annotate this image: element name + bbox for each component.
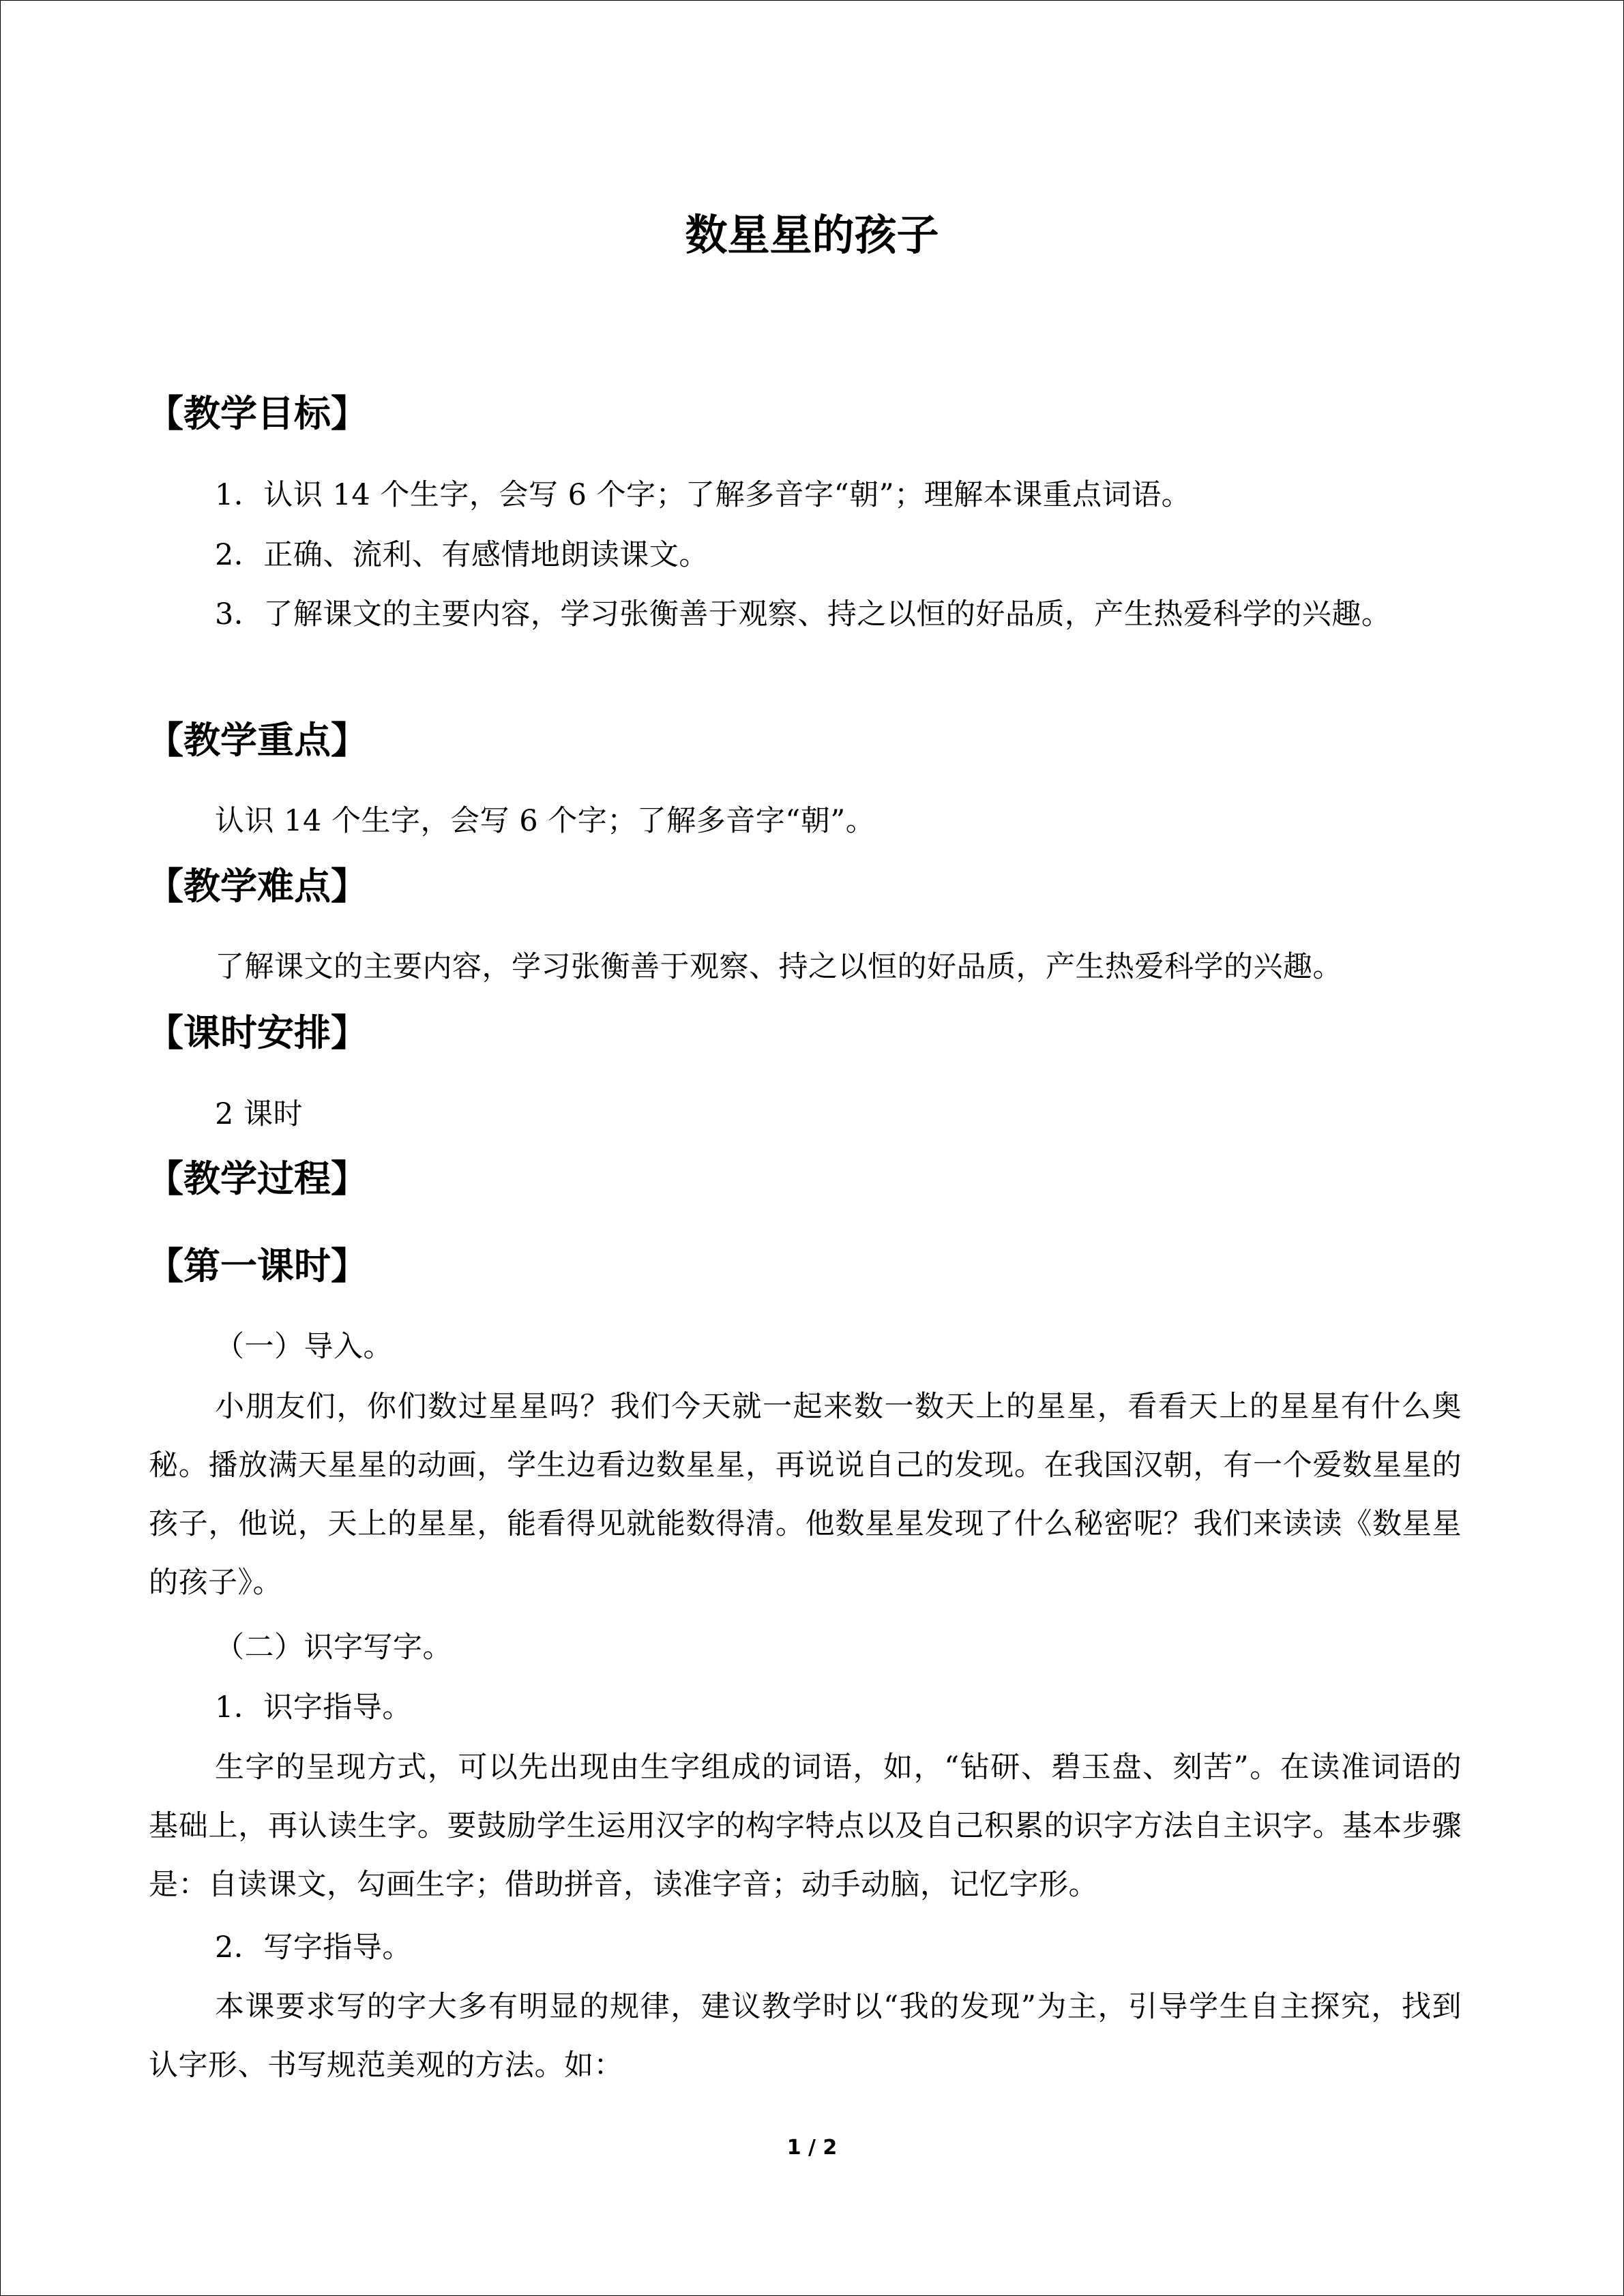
document-title: 数星星的孩子 — [685, 210, 939, 260]
lesson-paragraph-char-recognition: 生字的呈现方式，可以先出现由生字组成的词语，如，“钻研、碧玉盘、刻苦”。在读准词语的基础上，再认读生字。要鼓励学生运用汉字的构字特点以及自己积累的识字方法自主识字。基本步骤是：自读课文，勾画生字；借助拼音，读准字音；动手动脑，记忆字形。 — [149, 1750, 1462, 1902]
schedule-text: 2 课时 — [215, 1097, 304, 1131]
lesson-paragraph-intro-label: （一）导入。 — [215, 1330, 393, 1364]
key-points-text: 认识 14 个生字，会写 6 个字；了解多音字“朝”。 — [215, 804, 876, 838]
difficulties-text: 了解课文的主要内容，学习张衡善于观察、持之以恒的好品质，产生热爱科学的兴趣。 — [215, 950, 1342, 984]
lesson-paragraph-char-recognition-label: 1．识字指导。 — [215, 1690, 412, 1725]
heading-key-points: 【教学重点】 — [147, 719, 368, 762]
lesson-paragraph-intro: 小朋友们，你们数过星星吗？我们今天就一起来数一数天上的星星，看看天上的星星有什么奥秘。播放满天星星的动画，学生边看边数星星，再说说自己的发现。在我国汉朝，有一个爱数星星的孩子，他说，天上的星星，能看得见就能数得清。他数星星发现了什么秘密呢？我们来读读《数星星的孩子》。 — [149, 1390, 1462, 1600]
objective-item-3: 3．了解课文的主要内容，学习张衡善于观察、持之以恒的好品质，产生热爱科学的兴趣。 — [215, 597, 1391, 631]
lesson-paragraph-writing-label: 2．写字指导。 — [215, 1930, 412, 1965]
heading-schedule: 【课时安排】 — [147, 1011, 368, 1054]
heading-first-lesson: 【第一课时】 — [147, 1244, 368, 1287]
lesson-paragraph-writing: 本课要求写的字大多有明显的规律，建议教学时以“我的发现”为主，引导学生自主探究，找到认字形、书写规范美观的方法。如： — [149, 1990, 1462, 2083]
objective-item-1: 1．认识 14 个生字，会写 6 个字；了解多音字“朝”；理解本课重点词语。 — [215, 478, 1192, 512]
page-number: 1 / 2 — [786, 2136, 838, 2160]
heading-objectives: 【教学目标】 — [147, 392, 368, 435]
objective-item-2: 2．正确、流利、有感情地朗读课文。 — [215, 538, 709, 572]
heading-process: 【教学过程】 — [147, 1157, 368, 1200]
lesson-paragraph-literacy-label: （二）识字写字。 — [215, 1630, 452, 1665]
heading-difficulties: 【教学难点】 — [147, 865, 368, 908]
